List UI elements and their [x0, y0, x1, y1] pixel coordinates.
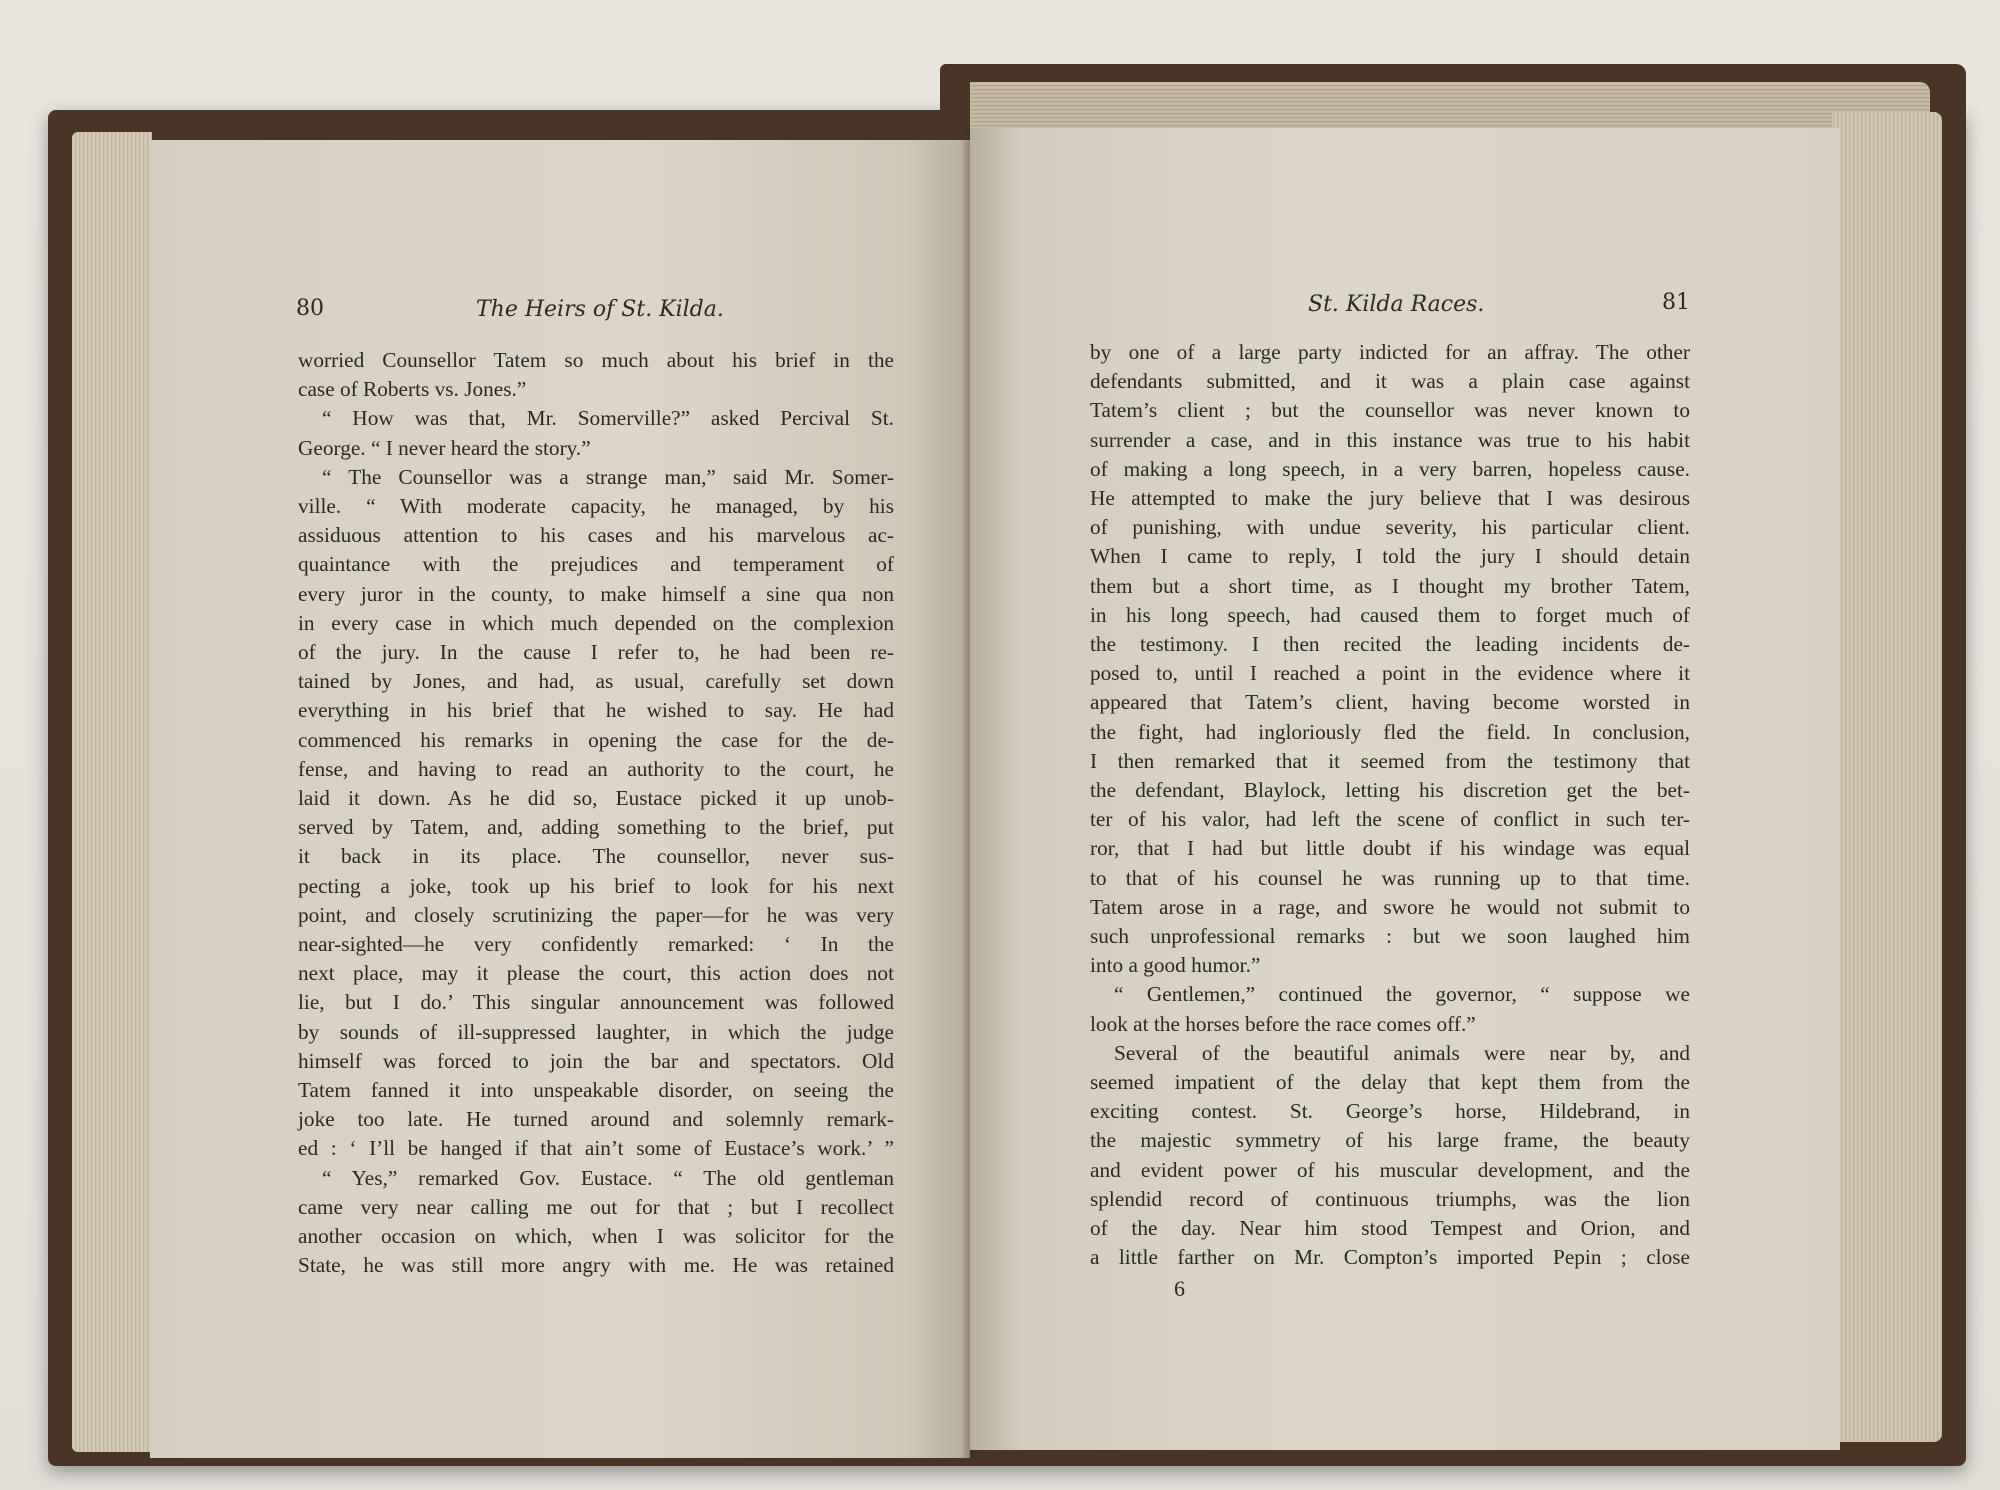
text-line: “ The Counsellor was a strange man,” said Mr. Somer-: [322, 464, 894, 489]
page-number-left: 80: [296, 296, 324, 321]
text-line: another occasion on which, when I was solicitor for the: [298, 1224, 894, 1249]
text-line: every juror in the county, to make himself a sine qua non: [298, 581, 894, 606]
text-line: by sounds of ill-suppressed laughter, in which the judge: [298, 1019, 894, 1044]
text-line: of making a long speech, in a very barren, hopeless cause.: [1090, 456, 1690, 481]
text-line: joke too late. He turned around and solemnly remark-: [298, 1107, 894, 1132]
text-line: everything in his brief that he wished to say. He had: [298, 698, 894, 723]
text-line: look at the horses before the race comes off.”: [1090, 1011, 1476, 1036]
text-line: came very near calling me out for that ; but I recollect: [298, 1194, 894, 1219]
text-line: Tatem arose in a rage, and swore he would not submit to: [1090, 894, 1690, 919]
text-line: I then remarked that it seemed from the testimony that: [1090, 748, 1690, 773]
text-line: ville. “ With moderate capacity, he managed, by his: [298, 494, 894, 519]
text-line: George. “ I never heard the story.”: [298, 435, 591, 460]
text-line: tained by Jones, and had, as usual, carefully set down: [298, 669, 894, 694]
page-number-right: 81: [1662, 290, 1690, 315]
text-line: Tatem’s client ; but the counsellor was never known to: [1090, 398, 1690, 423]
running-title-left: The Heirs of St. Kilda.: [476, 297, 724, 322]
text-line: of the day. Near him stood Tempest and Orion, and: [1090, 1216, 1690, 1241]
text-line: “ Gentlemen,” continued the governor, “ suppose we: [1114, 982, 1690, 1007]
page-block-top-edge: [970, 82, 1930, 134]
text-line: fense, and having to read an authority to the court, he: [298, 756, 894, 781]
text-line: exciting contest. St. George’s horse, Hildebrand, in: [1090, 1099, 1690, 1124]
text-line: the fight, had ingloriously fled the field. In conclusion,: [1090, 719, 1690, 744]
left-page-body: [298, 346, 894, 1281]
text-line: in his long speech, had caused them to forget much of: [1090, 602, 1690, 627]
signature-mark: 6: [1174, 1276, 1185, 1301]
text-line: pecting a joke, took up his brief to look for his next: [298, 873, 894, 898]
text-line: by one of a large party indicted for an affray. The other: [1090, 340, 1690, 364]
text-line: “ Yes,” remarked Gov. Eustace. “ The old gentleman: [322, 1165, 894, 1190]
text-line: the defendant, Blaylock, letting his discretion get the bet-: [1090, 778, 1690, 803]
right-page-edges: [1832, 112, 1942, 1442]
text-line: them but a short time, as I thought my brother Tatem,: [1090, 573, 1690, 598]
text-line: of punishing, with undue severity, his particular client.: [1090, 515, 1690, 540]
text-line: assiduous attention to his cases and his marvelous ac-: [298, 523, 894, 548]
text-line: defendants submitted, and it was a plain case against: [1090, 369, 1690, 394]
running-title-right: St. Kilda Races.: [1308, 292, 1485, 317]
text-line: appeared that Tatem’s client, having become worsted in: [1090, 690, 1690, 715]
text-line: next place, may it please the court, this action does not: [298, 961, 894, 986]
text-line: posed to, until I reached a point in the evidence where it: [1090, 661, 1690, 686]
text-line: surrender a case, and in this instance was true to his habit: [1090, 427, 1690, 452]
text-line: it back in its place. The counsellor, never sus-: [298, 844, 894, 869]
right-page: [970, 128, 1840, 1450]
text-line: case of Roberts vs. Jones.”: [298, 377, 527, 402]
text-line: ror, that I had but little doubt if his windage was equal: [1090, 836, 1690, 861]
text-line: splendid record of continuous triumphs, was the lion: [1090, 1186, 1690, 1211]
text-line: He attempted to make the jury believe that I was desirous: [1090, 486, 1690, 511]
text-line: into a good humor.”: [1090, 953, 1261, 978]
text-line: the majestic symmetry of his large frame, the beauty: [1090, 1128, 1690, 1153]
left-page: [150, 140, 970, 1458]
text-line: commenced his remarks in opening the case for the de-: [298, 727, 894, 752]
text-line: ed : ‘ I’ll be hanged if that ain’t some of Eustace’s work.’ ”: [298, 1136, 894, 1161]
text-line: such unprofessional remarks : but we soon laughed him: [1090, 924, 1690, 949]
text-line: When I came to reply, I told the jury I should detain: [1090, 544, 1690, 569]
text-line: ter of his valor, had left the scene of conflict in such ter-: [1090, 807, 1690, 832]
text-line: “ How was that, Mr. Somerville?” asked Percival St.: [322, 406, 894, 431]
left-page-edges: [72, 132, 152, 1452]
text-line: State, he was still more angry with me. He was retained: [298, 1253, 894, 1278]
text-line: the testimony. I then recited the leading incidents de-: [1090, 632, 1690, 657]
text-line: lie, but I do.’ This singular announcement was followed: [298, 990, 894, 1015]
text-line: seemed impatient of the delay that kept them from the: [1090, 1070, 1690, 1095]
text-line: and evident power of his muscular development, and the: [1090, 1157, 1690, 1182]
text-line: Several of the beautiful animals were near by, and: [1114, 1040, 1690, 1065]
right-page-body: [1090, 338, 1690, 1273]
text-line: of the jury. In the cause I refer to, he had been re-: [298, 640, 894, 665]
text-line: quaintance with the prejudices and temperament of: [298, 552, 894, 577]
text-line: served by Tatem, and, adding something to the brief, put: [298, 815, 894, 840]
text-line: point, and closely scrutinizing the paper—for he was very: [298, 902, 894, 927]
text-line: near-sighted—he very confidently remarked: ‘ In the: [298, 932, 894, 957]
text-line: himself was forced to join the bar and spectators. Old: [298, 1048, 894, 1073]
text-line: a little farther on Mr. Compton’s imported Pepin ; close: [1090, 1245, 1690, 1270]
text-line: laid it down. As he did so, Eustace picked it up unob-: [298, 786, 894, 811]
text-line: Tatem fanned it into unspeakable disorder, on seeing the: [298, 1078, 894, 1103]
text-line: to that of his counsel he was running up to that time.: [1090, 865, 1690, 890]
text-line: worried Counsellor Tatem so much about his brief in the: [298, 348, 894, 372]
text-line: in every case in which much depended on the complexion: [298, 610, 894, 635]
